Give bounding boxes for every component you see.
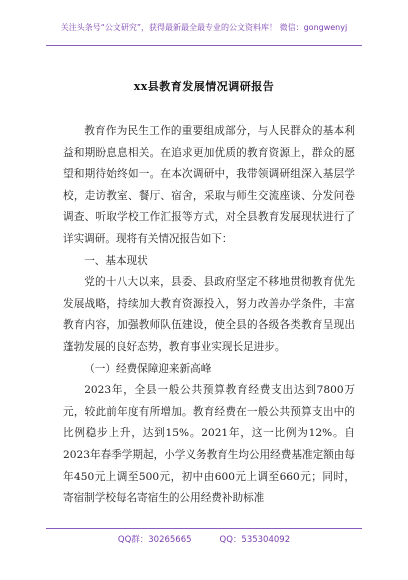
footer-contact (0, 533, 408, 545)
document-body (63, 121, 355, 510)
subsection-heading: （一）经费保障迎来新高峰 (84, 362, 212, 375)
header-note: 关注头条号“公文研究”，获得最新最全最专业的公文资料库！ 微信：gongwenyj (60, 23, 348, 32)
footer-divider (46, 528, 362, 529)
document-title: xx县教育发展情况调研报告 (133, 80, 275, 93)
body-paragraph: 党的十八大以来，县委、县政府坚定不移地贯彻教育优先发展战略，持续加大教育资源投入，努力改善办学条件，丰富教育内容，加强教师队伍建设，使全县的各级各类教育呈现出蓬勃发展的良好态势，教育事业实现长足进步。 (63, 276, 355, 353)
body-paragraph: 2023年，全县一般公共预算教育经费支出达到7800万元，较此前年度有所增加。教育经费在一般公共预算支出中的比例稳步上升，达到15%。2021年，这一比例为12%。自2023年春季学期起，小学义务教育生均公用经费基准定额由每年450元上调至500元，初中由600元上调至660元；同时，寄宿制学校每名寄宿生的公用经费补助标准 (63, 384, 355, 505)
header-divider (46, 45, 362, 46)
qq-group-text: QQ群：30265665 (117, 535, 192, 545)
qq-number-text: QQ：535304092 (219, 535, 291, 545)
intro-paragraph: 教育作为民生工作的重要组成部分，与人民群众的基本利益和期盼息息相关。在追求更加优质的教育资源上，群众的愿望和期待始终如一。在本次调研中，我带领调研组深入基层学校，走访教室、餐厅、宿舍，采取与师生交流座谈、分发问卷调查、听取学校工作汇报等方式，对全县教育发展现状进行了详实调研。现将有关情况报告如下： (63, 125, 355, 245)
section-heading: 一、基本现状 (84, 254, 148, 267)
